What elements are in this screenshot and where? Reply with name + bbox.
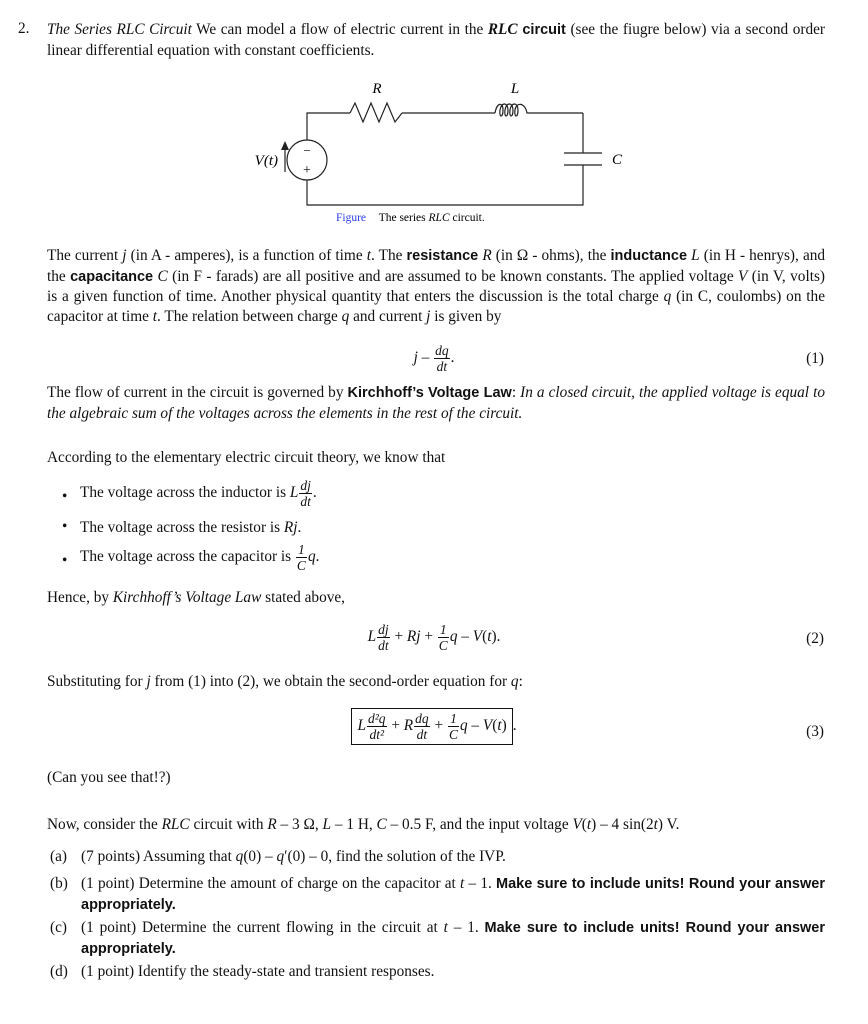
text: + xyxy=(390,628,407,646)
text: (in H - henrys), and the xyxy=(47,247,826,285)
bold-text: circuit xyxy=(517,22,566,38)
bullet-item xyxy=(80,542,780,573)
fraction-numerator: 1 xyxy=(438,622,449,638)
part-d xyxy=(50,962,825,982)
text: Now, consider the xyxy=(47,816,162,833)
text: . xyxy=(315,548,320,566)
fraction-denominator: C xyxy=(296,558,306,573)
text: (0) – xyxy=(243,848,277,865)
italic-text: j xyxy=(426,307,431,325)
text: (7 points) Assuming that xyxy=(81,848,236,865)
italic-text: t xyxy=(586,816,592,833)
italic-text: Rj xyxy=(283,519,298,536)
fraction-numerator: 1 xyxy=(296,542,307,558)
italic-text: Kirchhoff’s Voltage Law xyxy=(112,589,262,606)
fraction-numerator: dj xyxy=(378,622,389,637)
part-label: (d) xyxy=(50,963,68,980)
italic-text: t xyxy=(443,919,448,936)
bold-text: Kirchhoff’s Voltage Law xyxy=(347,385,512,401)
italic-text: R xyxy=(403,717,414,735)
text: from (1) into (2), we obtain the second-order equation for xyxy=(150,673,511,690)
fraction xyxy=(414,711,430,742)
fraction-denominator: dt xyxy=(416,727,428,742)
part-text xyxy=(81,962,825,982)
italic-text: t xyxy=(653,816,658,833)
text: . The relation between charge xyxy=(157,307,342,325)
fraction xyxy=(377,622,390,653)
label-l: L xyxy=(510,81,520,97)
equation-1 xyxy=(0,343,868,374)
caption-text: The series xyxy=(378,212,429,224)
text: – 0.5 F, and the input voltage xyxy=(386,816,573,833)
text: ′(0) – 0, find the solution of the IVP. xyxy=(284,848,506,865)
equation-2 xyxy=(0,622,868,653)
text: ) – 4 sin(2 xyxy=(591,816,654,833)
italic-text: V xyxy=(482,717,493,735)
fraction-denominator: C xyxy=(448,727,458,742)
equation-1-body xyxy=(413,343,455,374)
bullet-icon: • xyxy=(62,518,68,535)
equation-3-number: (3) xyxy=(806,723,824,740)
fraction xyxy=(438,622,449,653)
part-b xyxy=(50,874,825,915)
part-label: (b) xyxy=(50,875,68,892)
text: ) xyxy=(501,717,507,735)
part-label: (c) xyxy=(50,919,67,936)
plus-sign: + xyxy=(303,163,311,178)
italic-text: q xyxy=(307,548,316,566)
italic-text: Rj xyxy=(406,628,421,646)
text: (in F - farads) are all positive and are assumed to be known constants. The applied voltage xyxy=(167,267,738,285)
fraction xyxy=(448,711,459,742)
text: – xyxy=(467,717,483,735)
italic-text: t xyxy=(152,307,157,325)
text: ( xyxy=(482,628,488,646)
italic-text: t xyxy=(487,628,492,646)
hence-paragraph xyxy=(47,588,825,608)
text: Hence, by xyxy=(47,589,113,606)
text: (in Ω - ohms), the xyxy=(491,247,611,264)
bold-text: resistance xyxy=(406,248,479,264)
fraction xyxy=(434,343,450,374)
text: (Can you see that!?) xyxy=(47,769,171,786)
text: Substituting for xyxy=(47,673,147,690)
fraction-numerator: dj xyxy=(300,478,311,493)
text: is given by xyxy=(430,307,502,325)
bullet-item xyxy=(80,518,780,538)
text: – 1. xyxy=(447,919,485,936)
according-paragraph xyxy=(47,448,825,468)
resistor-symbol xyxy=(350,103,402,122)
fraction xyxy=(296,542,307,573)
italic-text: In a closed circuit, the applied voltage is equal to the algebraic sum of the voltages across the elements in the rest of the circuit. xyxy=(47,384,825,422)
text: : xyxy=(518,673,523,690)
italic-text: t xyxy=(497,717,502,735)
part-label: (a) xyxy=(50,848,67,865)
equation-2-body xyxy=(367,622,501,653)
bullet-icon: • xyxy=(62,552,68,569)
text: . xyxy=(450,349,455,367)
bold-text: RLC xyxy=(487,21,518,38)
text: (1 point) Determine the amount of charge on the capacitor at xyxy=(81,875,460,892)
text: + xyxy=(387,717,404,735)
text: The current xyxy=(47,247,123,264)
equation-3-box xyxy=(351,708,512,745)
italic-text: L xyxy=(289,484,299,502)
text: (1 point) Determine the current flowing in the circuit at xyxy=(81,919,444,936)
part-text xyxy=(81,874,825,915)
italic-text: L xyxy=(367,628,377,646)
italic-text: C xyxy=(157,267,168,285)
figure-caption xyxy=(336,212,485,224)
italic-text: RLC xyxy=(161,816,190,833)
text: : xyxy=(511,384,521,401)
kvl-paragraph xyxy=(47,383,825,423)
italic-text: j xyxy=(413,349,418,367)
italic-text: q xyxy=(459,717,468,735)
problem-number: 2. xyxy=(18,20,30,37)
minus-sign: − xyxy=(303,143,311,158)
text: – xyxy=(457,628,473,646)
bullet-icon: • xyxy=(62,488,68,505)
text: The voltage across the inductor is xyxy=(80,484,290,502)
bold-text: Make sure to include units! Round your answer appropriately. xyxy=(81,920,825,957)
italic-text: j xyxy=(122,247,127,264)
italic-text: L xyxy=(322,816,332,833)
italic-text: q xyxy=(235,848,244,865)
fraction xyxy=(367,711,387,742)
text: . xyxy=(312,484,317,502)
italic-text: q xyxy=(276,848,285,865)
italic-text: L xyxy=(357,717,366,735)
text: (in C, coulombs) on the capacitor at time xyxy=(47,288,825,325)
label-c: C xyxy=(612,152,623,168)
text: ) V. xyxy=(657,816,680,833)
fraction-denominator: C xyxy=(438,638,448,653)
text: ( xyxy=(581,816,587,833)
italic-text: t xyxy=(366,247,371,264)
equation-1-number: (1) xyxy=(806,350,824,367)
italic-text: V xyxy=(572,816,582,833)
text: The voltage across the capacitor is xyxy=(80,548,295,566)
text: (in A - amperes), is a function of time xyxy=(126,247,367,264)
fraction-denominator: dt² xyxy=(369,727,385,742)
part-text xyxy=(81,918,825,959)
text: The voltage across the resistor is xyxy=(80,519,284,536)
caption-end: circuit. xyxy=(449,212,485,224)
can-you-see-paragraph xyxy=(47,768,825,788)
fraction-numerator: d²q xyxy=(367,711,386,726)
italic-text: The Series RLC Circuit xyxy=(47,21,192,38)
fraction-denominator: dt xyxy=(300,494,311,509)
bullet-item xyxy=(80,478,780,509)
text: – xyxy=(417,349,434,367)
text: + xyxy=(420,628,437,646)
text: (1 point) Identify the steady-state and transient responses. xyxy=(81,963,435,980)
italic-text: q xyxy=(449,628,458,646)
bold-text: Make sure to include units! Round your answer appropriately. xyxy=(81,876,825,913)
italic-text: V xyxy=(472,628,483,646)
label-v: V(t) xyxy=(254,153,278,169)
text: According to the elementary electric circuit theory, we know that xyxy=(47,449,446,466)
text: (see the fiugre below) via a second order linear differential equation with constant coefficients. xyxy=(47,21,825,59)
italic-text: R xyxy=(267,816,277,833)
italic-text: q xyxy=(341,307,350,325)
fraction-numerator: dq xyxy=(435,343,449,358)
current-paragraph xyxy=(47,246,825,326)
italic-text: R xyxy=(482,247,492,264)
italic-text: C xyxy=(376,816,387,833)
fraction-denominator: dt xyxy=(436,359,448,374)
wire xyxy=(307,165,583,205)
text: and current xyxy=(349,307,427,325)
text: stated above, xyxy=(261,589,345,606)
wire xyxy=(307,113,350,140)
text: . xyxy=(297,519,302,536)
text: circuit with xyxy=(189,816,268,833)
fraction-numerator: dq xyxy=(415,711,429,726)
text: – 1. xyxy=(464,875,496,892)
fraction xyxy=(299,478,312,509)
bold-text: capacitance xyxy=(70,268,154,285)
text: ). xyxy=(491,628,501,646)
part-text xyxy=(81,847,825,867)
italic-text: L xyxy=(691,247,700,264)
text: (in V, volts) is a given function of time. Another physical quantity that enters the discussion is the total charge xyxy=(47,267,825,306)
italic-text: t xyxy=(460,875,465,892)
equation-2-number: (2) xyxy=(806,630,824,647)
fraction-denominator: dt xyxy=(378,638,389,653)
caption-figure-link[interactable]: Figure xyxy=(336,212,367,224)
equation-3 xyxy=(0,708,868,745)
arrow-head-icon xyxy=(281,141,289,150)
italic-text: j xyxy=(146,673,151,690)
italic-text: q xyxy=(663,288,672,306)
caption-italic: RLC xyxy=(428,212,450,224)
inductor-symbol xyxy=(495,104,583,116)
text: + xyxy=(430,717,447,735)
substituting-paragraph xyxy=(47,672,825,692)
fraction-numerator: 1 xyxy=(448,711,459,727)
now-consider-paragraph xyxy=(47,815,825,835)
text: We can model a flow of electric current in the xyxy=(191,21,488,38)
text: – 3 Ω, xyxy=(276,816,323,833)
text: . The xyxy=(370,247,407,264)
text: ( xyxy=(492,717,498,735)
label-r: R xyxy=(372,81,382,97)
equation-3-period: . xyxy=(512,717,517,735)
italic-text: V xyxy=(738,267,748,285)
rlc-circuit-figure xyxy=(0,0,868,230)
text: The flow of current in the circuit is governed by xyxy=(47,384,348,401)
bold-text: inductance xyxy=(610,248,688,264)
italic-text: q xyxy=(510,673,519,690)
part-c xyxy=(50,918,825,959)
part-a xyxy=(50,847,825,867)
text: – 1 H, xyxy=(331,816,377,833)
